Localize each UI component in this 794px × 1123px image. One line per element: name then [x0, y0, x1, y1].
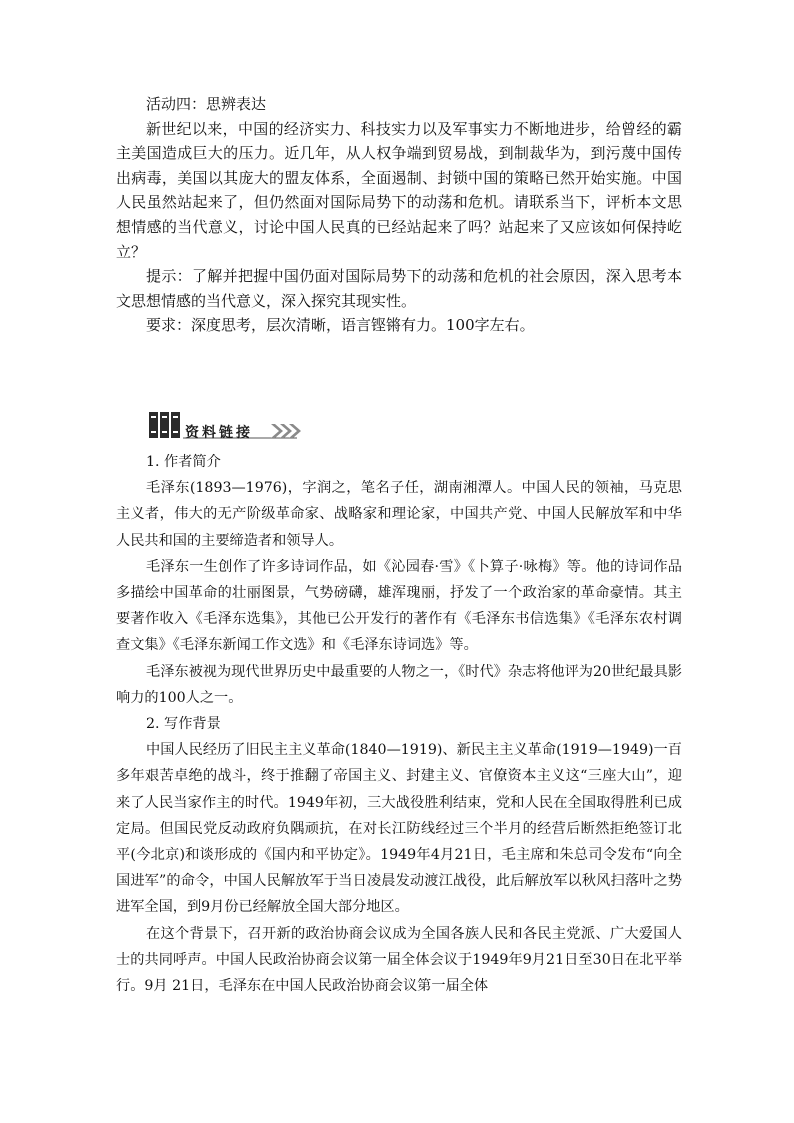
author-intro-paragraph: 毛泽东(1893—1976)，字润之，笔名子任，湖南湘潭人。中国人民的领袖，马克思主义者，伟大的无产阶级革命家、战略家和理论家，中国共产党、中国人民解放军和中华人民共和国的主要缔造者和领导人。 — [116, 480, 682, 549]
activity-hint: 提示：了解并把握中国仍面对国际局势下的动荡和危机的社会原因，深入思考本文思想情感的当代意义，深入探究其现实性。 — [116, 267, 682, 310]
activity-title: 活动四：思辨表达 — [146, 95, 267, 113]
activity-paragraph: 新世纪以来，中国的经济实力、科技实力以及军事实力不断地进步，给曾经的霸主美国造成巨大的压力。近几年，从人权争端到贸易战，到制裁华为，到污蔑中国传出病毒，美国以其庞大的盟友体系，全面遏制、封锁中国的策略已然开始实施。中国人民虽然站起来了，但仍然面对国际局势下的动荡和危机。请联系当下，评析本文思想情感的当代意义，讨论中国人民真的已经站起来了吗？站起来了又应该如何保持屹立？ — [116, 119, 682, 261]
background-paragraph: 在这个背景下，召开新的政治协商会议成为全国各族人民和各民主党派、广大爱国人士的共同呼声。中国人民政治协商会议第一届全体会议于1949年9月21日至30日在北平举行。9月 21日，毛泽东在中国人民政治协商会议第一届全体 — [116, 925, 682, 995]
author-intro-title: 1. 作者简介 — [146, 454, 221, 470]
author-intro-paragraph: 毛泽东一生创作了许多诗词作品，如《沁园春·雪》《卜算子·咏梅》等。他的诗词作品多描绘中国革命的壮丽图景，气势磅礴，雄浑瑰丽，抒发了一个政治家的革命豪情。其主要著作收入《毛泽东选集》，其他已公开发行的著作有《毛泽东书信选集》《毛泽东农村调查文集》《毛泽东新闻工作文选》和《毛泽东诗词选》等。 — [116, 558, 682, 654]
author-intro-paragraph: 毛泽东被视为现代世界历史中最重要的人物之一，《时代》杂志将他评为20世纪最具影响力的100人之一。 — [116, 663, 682, 706]
activity-section — [116, 92, 682, 338]
activity-requirement: 要求：深度思考，层次清晰，语言铿锵有力。100字左右。 — [146, 316, 535, 335]
resource-banner-label: 资料链接 — [185, 425, 253, 441]
resources-section — [116, 449, 682, 999]
background-title: 2. 写作背景 — [146, 716, 221, 733]
background-paragraph: 中国人民经历了旧民主主义革命(1840—1919)、新民主主义革命(1919—1949)一百多年艰苦卓绝的战斗，终于推翻了帝国主义、封建主义、官僚资本主义这“三座大山”，迎来了人民当家作主的时代。1949年初，三大战役胜利结束，党和人民在全国取得胜利已成定局。但国民党反动政府负隅顽抗，在对长江防线经过三个半月的经营后断然拒绝签订北平(今北京)和谈形成的《国内和平协定》。1949年4月21日，毛主席和朱总司令发布“向全国进军”的命令，中国人民解放军于当日凌晨发动渡江战役，此后解放军以秋风扫落叶之势进军全国，到9月份已经解放全国大部分地区。 — [116, 742, 682, 916]
resource-link-banner — [147, 411, 307, 441]
